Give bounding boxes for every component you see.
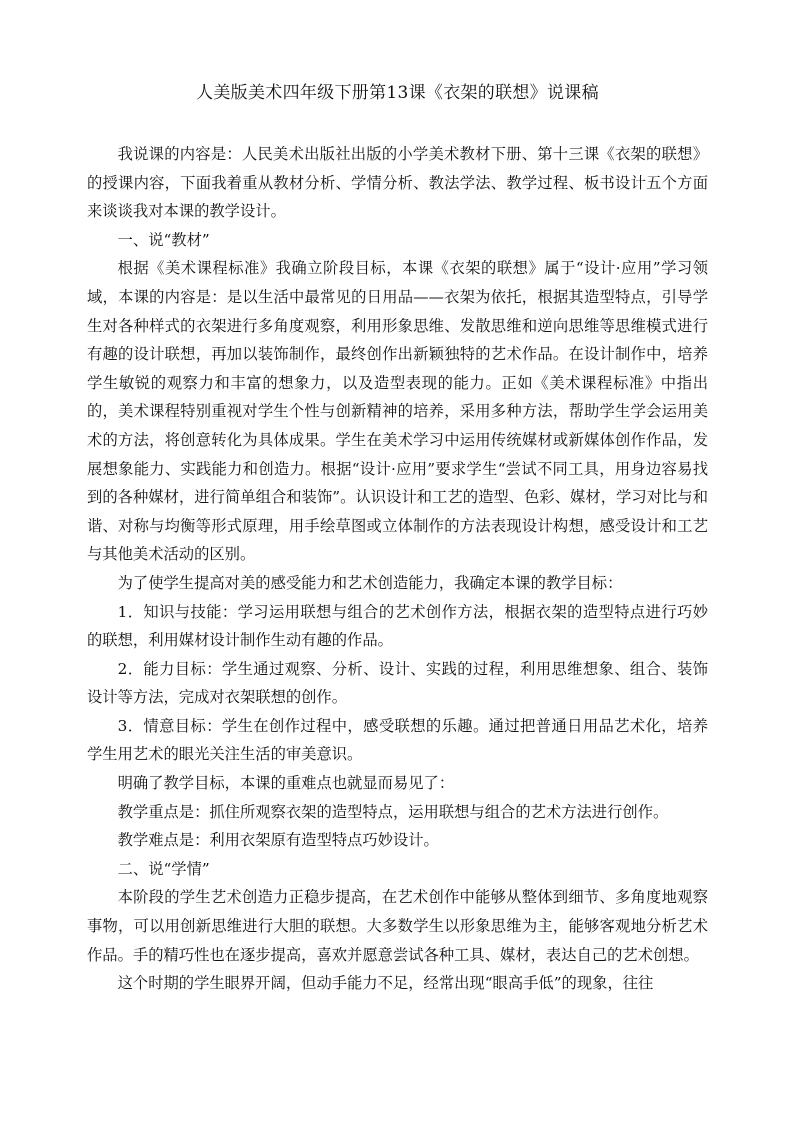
document-body xyxy=(87,140,708,998)
section-heading-textbook: 一、说“教材” xyxy=(117,230,210,249)
teaching-difficulty: 教学难点是：利用衣架原有造型特点巧妙设计。 xyxy=(117,831,439,850)
document-title: 人美版美术四年级下册第13课《衣架的联想》说课稿 xyxy=(196,83,599,103)
intro-paragraph: 我说课的内容是：人民美术出版社出版的小学美术教材下册、第十三课《衣架的联想》的授课内容，下面我着重从教材分析、学情分析、教法学法、教学过程、板书设计五个方面来谈谈我对本课的教学设计。 xyxy=(87,145,708,221)
objective-ability: 2．能力目标：学生通过观察、分析、设计、实践的过程，利用思维想象、组合、装饰设计等方法，完成对衣架联想的创作。 xyxy=(87,659,708,707)
objective-emotion: 3．情意目标：学生在创作过程中，感受联想的乐趣。通过把普通日用品艺术化，培养学生用艺术的眼光关注生活的审美意识。 xyxy=(87,716,708,764)
objectives-intro-paragraph: 为了使学生提高对美的感受能力和艺术创造能力，我确定本课的教学目标： xyxy=(117,573,623,592)
textbook-analysis-paragraph: 根据《美术课程标准》我确立阶段目标，本课《衣架的联想》属于“设计·应用”学习领域，本课的内容是：是以生活中最常见的日用品——衣架为依托，根据其造型特点，引导学生对各种样式的衣架进行多角度观察，利用形象思维、发散思维和逆向思维等思维模式进行有趣的设计联想，再加以装饰制作，最终创作出新颖独特的艺术作品。在设计制作中，培养学生敏锐的观察力和丰富的想象力，以及造型表现的能力。正如《美术课程标准》中指出的，美术课程特别重视对学生个性与创新精神的培养，采用多种方法，帮助学生学会运用美术的方法，将创意转化为具体成果。学生在美术学习中运用传统媒材或新媒体创作作品，发展想象能力、实践能力和创造力。根据“设计·应用”要求学生“尝试不同工具，用身边容易找到的各种媒材，进行简单组合和装饰”。认识设计和工艺的造型、色彩、媒材，学习对比与和谐、对称与均衡等形式原理，用手绘草图或立体制作的方法表现设计构想，感受设计和工艺与其他美术活动的区别。 xyxy=(87,259,708,564)
learner-analysis-paragraph-2: 这个时期的学生眼界开阔，但动手能力不足，经常出现“眼高手低”的现象，往往 xyxy=(117,974,654,993)
objective-knowledge-skill: 1．知识与技能：学习运用联想与组合的艺术创作方法，根据衣架的造型特点进行巧妙的联想，利用媒材设计制作生动有趣的作品。 xyxy=(87,602,708,650)
key-points-intro: 明确了教学目标，本课的重难点也就显而易见了： xyxy=(117,774,455,793)
learner-analysis-paragraph: 本阶段的学生艺术创造力正稳步提高，在艺术创作中能够从整体到细节、多角度地观察事物，可以用创新思维进行大胆的联想。大多数学生以形象思维为主，能够客观地分析艺术作品。手的精巧性也在逐步提高，喜欢并愿意尝试各种工具、媒材，表达自己的艺术创想。 xyxy=(87,888,708,964)
section-heading-learners: 二、说“学情” xyxy=(117,859,210,878)
teaching-key-point: 教学重点是：抓住所观察衣架的造型特点，运用联想与组合的艺术方法进行创作。 xyxy=(117,802,669,821)
